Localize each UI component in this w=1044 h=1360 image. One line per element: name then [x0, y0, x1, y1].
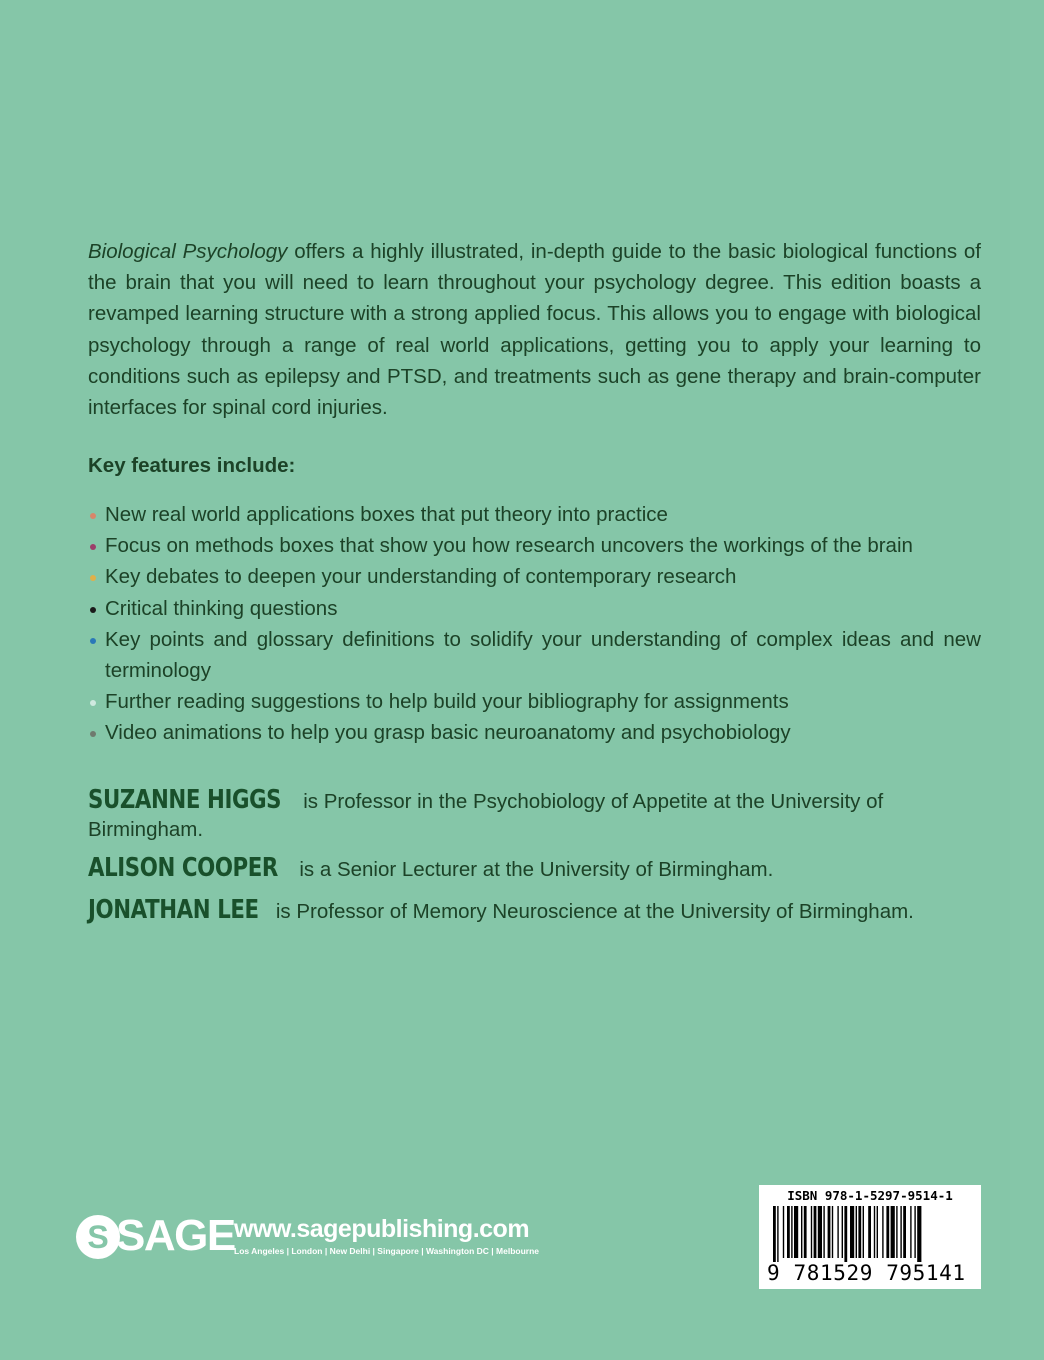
author-name: ALISON COOPER [88, 853, 278, 883]
isbn-label: ISBN 978-1-5297-9514-1 [787, 1188, 953, 1203]
barcode-bar [896, 1206, 897, 1258]
feature-item [88, 499, 981, 530]
feature-text: Critical thinking questions [105, 596, 338, 620]
publisher-logo-text: SAGE [116, 1211, 235, 1260]
barcode-bar [818, 1206, 822, 1258]
publisher-logo [76, 1211, 539, 1264]
barcode-bar [844, 1206, 847, 1262]
isbn-digits: 9 781529 795141 [767, 1261, 966, 1285]
barcode-bar [773, 1206, 776, 1262]
barcode-bar [837, 1206, 838, 1258]
barcode-bar [832, 1206, 833, 1258]
publisher-cities: Los Angeles | London | New Delhi | Singapore | Washington DC | Melbourne [234, 1246, 539, 1256]
author-description: is Professor in the Psychobiology of Appetite at the University of Birmingham. [88, 790, 884, 841]
barcode-bar [804, 1206, 807, 1258]
barcode-bar [900, 1206, 901, 1258]
barcode-bar [877, 1206, 878, 1258]
barcode-bar [858, 1206, 861, 1258]
feature-item [88, 593, 981, 624]
features-list [88, 499, 981, 749]
bullet-icon [90, 575, 96, 581]
barcode-bar [777, 1206, 778, 1262]
barcode-bar [828, 1206, 831, 1258]
barcode-bar [868, 1206, 871, 1258]
barcode-bar [794, 1206, 798, 1258]
barcode-bar [814, 1206, 817, 1258]
barcode-bar [801, 1206, 802, 1258]
barcode-bar [823, 1206, 824, 1258]
feature-text: Key points and glossary definitions to solidify your understanding of complex ideas and new terminology [105, 627, 981, 683]
feature-item [88, 717, 981, 748]
bullet-icon [90, 607, 96, 613]
author-description: is a Senior Lecturer at the University of Birmingham. [299, 858, 774, 881]
author-bio [88, 786, 988, 844]
barcode-bar [842, 1206, 843, 1258]
bullet-icon [90, 638, 96, 644]
isbn-barcode-box [759, 1185, 981, 1289]
feature-text: Key debates to deepen your understanding of contemporary research [105, 565, 737, 589]
barcode-bar [856, 1206, 857, 1258]
author-description: is Professor of Memory Neuroscience at the University of Birmingham. [275, 900, 914, 923]
book-blurb [88, 236, 981, 423]
barcode-bar [787, 1206, 790, 1258]
feature-item [88, 624, 981, 686]
author-name: SUZANNE HIGGS [88, 785, 282, 815]
author-bio [88, 854, 988, 884]
barcode-bar [791, 1206, 792, 1258]
book-title-italic: Biological Psychology [88, 240, 288, 263]
bullet-icon [90, 544, 96, 550]
publisher-url: www.sagepublishing.com [234, 1215, 530, 1243]
barcode-bar [850, 1206, 854, 1258]
barcode-bar [886, 1206, 889, 1258]
barcode-bar [863, 1206, 864, 1258]
barcode-bar [882, 1206, 883, 1258]
barcode-bar [891, 1206, 895, 1258]
feature-item [88, 686, 981, 717]
blurb-text: offers a highly illustrated, in-depth guide to the basic biological functions of the brain that you will need to learn throughout your psychology degree. This edition boasts a revamped learning structure with a strong applied focus. This allows you to engage with biological psychology through a range of real world applications, getting you to apply your learning to conditions such as epilepsy and PTSD, and treatments such as gene therapy and brain-computer interfaces for spinal cord injuries. [88, 240, 981, 420]
feature-text: Further reading suggestions to help build your bibliography for assignments [105, 690, 789, 714]
barcode-bar [917, 1206, 921, 1262]
barcode-bar [811, 1206, 812, 1258]
barcode-bar [874, 1206, 875, 1258]
barcode-bar [910, 1206, 911, 1258]
barcode-bar [903, 1206, 906, 1258]
feature-text: Video animations to help you grasp basic neuroanatomy and psychobiology [105, 721, 791, 745]
bullet-icon [90, 700, 96, 706]
feature-text: Focus on methods boxes that show you how research uncovers the workings of the brain [105, 534, 913, 558]
bullet-icon [90, 513, 96, 519]
author-bio [88, 896, 988, 926]
author-bios [88, 786, 988, 926]
barcode-bar [783, 1206, 784, 1258]
barcode-bar [914, 1206, 915, 1258]
author-name: JONATHAN LEE [88, 895, 259, 925]
sage-logo-icon: S [76, 1215, 120, 1259]
feature-item [88, 561, 981, 592]
features-heading: Key features include: [88, 454, 296, 477]
bullet-icon [90, 731, 96, 737]
feature-text: New real world applications boxes that put theory into practice [105, 503, 668, 526]
feature-item [88, 530, 981, 561]
barcode-icon [773, 1206, 969, 1262]
